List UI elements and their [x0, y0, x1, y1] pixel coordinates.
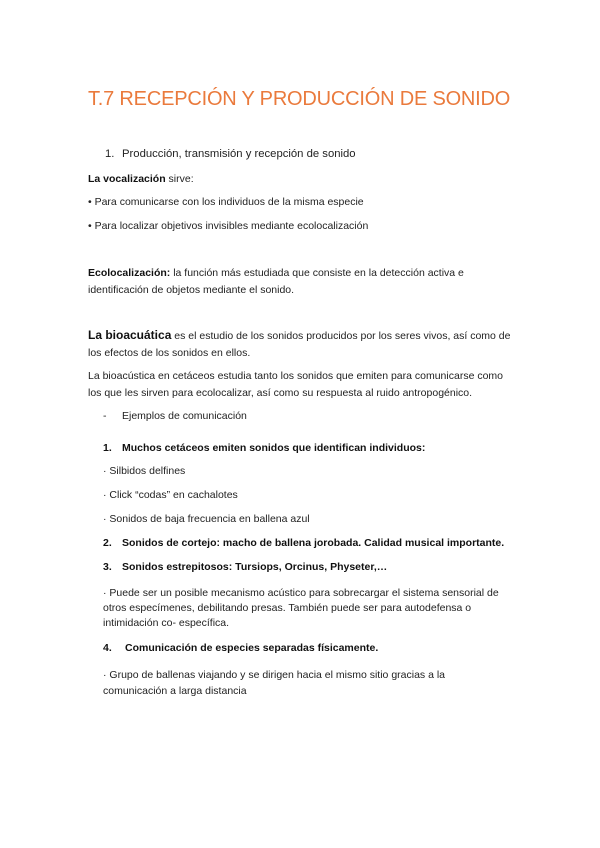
- item4-line-1: · Grupo de ballenas viajando y se dirigen hacia el mismo sitio gracias a la: [103, 669, 446, 681]
- cetaceos-line-1: La bioacústica en cetáceos estudia tanto los sonidos que emiten para comunicarse como: [88, 370, 503, 382]
- list-item: · Sonidos de baja frecuencia en ballena azul: [103, 513, 310, 525]
- vocalizacion-term: La vocalización: [88, 173, 166, 185]
- section-number: 1.: [105, 148, 115, 160]
- item4-number-text: 4.: [103, 642, 112, 654]
- ecolocalizacion-text: la función más estudiada que consiste en la detección activa e: [170, 267, 464, 279]
- item2-number-text: 2.: [103, 537, 112, 549]
- item4-heading-text: Comunicación de especies separadas físicamente.: [125, 642, 379, 654]
- section-heading: Producción, transmisión y recepción de sonido: [122, 148, 356, 160]
- item1-number-text: 1.: [103, 442, 112, 454]
- item4-heading: [125, 641, 378, 655]
- ejemplos-label: Ejemplos de comunicación: [122, 410, 247, 422]
- item3-line-2: otros especímenes, debilitando presas. También puede ser para autodefensa o: [103, 602, 472, 614]
- item2-number: [103, 536, 112, 550]
- item3-line-1: · Puede ser un posible mecanismo acústico para sobrecargar el sistema sensorial de: [103, 587, 499, 599]
- bioacuatica-term: La bioacuática: [88, 328, 172, 342]
- item4-number: [103, 641, 112, 655]
- list-item: · Silbidos delfines: [103, 465, 186, 477]
- list-item: • Para comunicarse con los individuos de la misma especie: [88, 196, 364, 208]
- item1-number: [103, 441, 112, 455]
- item2-heading: [122, 536, 504, 550]
- bioacuatica-line-1: [88, 328, 510, 343]
- cetaceos-line-2: los que les sirven para ecolocalizar, así como su respuesta al ruido antropogénico.: [88, 387, 473, 399]
- item1-heading: [122, 441, 425, 455]
- page-title: T.7 RECEPCIÓN Y PRODUCCIÓN DE SONIDO: [88, 88, 511, 110]
- list-item: • Para localizar objetivos invisibles mediante ecolocalización: [88, 220, 369, 232]
- item3-heading: [122, 560, 387, 574]
- item3-number: [103, 560, 112, 574]
- bioacuatica-line-2: los efectos de los sonidos en ellos.: [88, 347, 251, 359]
- item3-line-3: intimidación co- específica.: [103, 617, 230, 629]
- ecolocalizacion-line-1: [88, 266, 464, 280]
- ecolocalizacion-term: Ecolocalización:: [88, 267, 171, 279]
- ejemplos-dash: -: [103, 410, 107, 422]
- vocalizacion-rest: sirve:: [165, 173, 194, 185]
- item2-heading-text: Sonidos de cortejo: macho de ballena jorobada. Calidad musical importante.: [122, 537, 505, 549]
- bioacuatica-text: es el estudio de los sonidos producidos por los seres vivos, así como de: [171, 330, 511, 342]
- item4-line-2: comunicación a larga distancia: [103, 685, 247, 697]
- vocalizacion-paragraph: [88, 172, 194, 186]
- item3-number-text: 3.: [103, 561, 112, 573]
- item3-heading-text: Sonidos estrepitosos: Tursiops, Orcinus, Physeter,…: [122, 561, 388, 573]
- item1-heading-text: Muchos cetáceos emiten sonidos que identifican individuos:: [122, 442, 426, 454]
- ecolocalizacion-line-2: identificación de objetos mediante el sonido.: [88, 284, 295, 296]
- list-item: · Click “codas” en cachalotes: [103, 489, 238, 501]
